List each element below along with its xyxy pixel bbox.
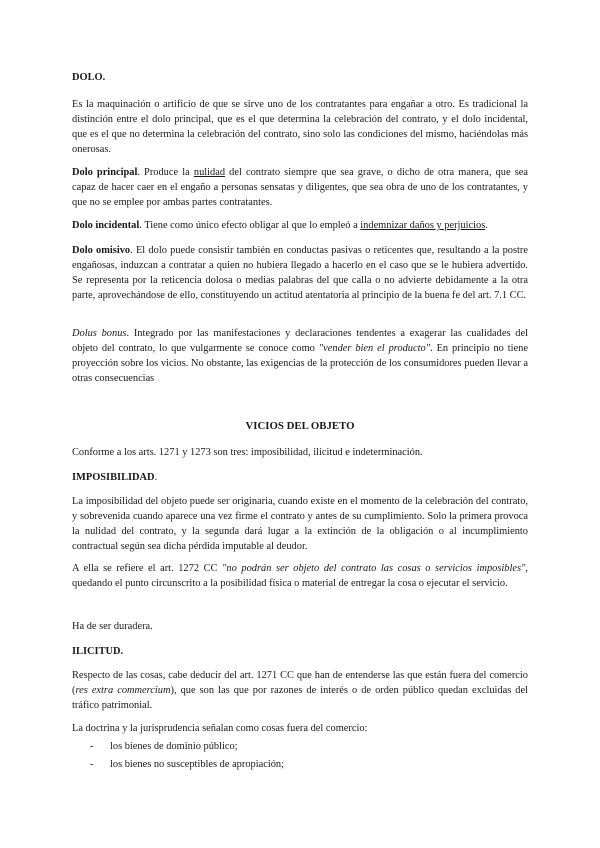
dolo-incidental-text-a: . Tiene como único efecto obligar al que lo empleó a — [139, 220, 361, 231]
dolo-incidental-text-b: . — [485, 220, 488, 231]
dolo-intro-paragraph: Es la maquinación o artificio de que se sirve uno de los contratantes para engañar a otro. Es tradicional la distinción entre el dolo principal, que es el que determina la celebración del contrato, y el dolo incidental, que es el que no determina la celebración del contrato, sino solo las condiciones del mismo, haciéndolas más onerosas. — [72, 99, 528, 156]
dolo-principal-paragraph — [72, 165, 528, 210]
imposibilidad-p2-quote: "no podrán ser objeto del contrato las cosas o servicios imposibles" — [222, 563, 526, 574]
vicios-objeto-heading: VICIOS DEL OBJETO — [245, 420, 355, 432]
imposibilidad-heading — [72, 470, 528, 485]
list-bullet: - — [90, 759, 94, 770]
imposibilidad-p2-text-a: A ella se refiere el art. 1272 CC — [72, 563, 223, 574]
ilicitud-p1-text-b: ), que son las que por razones de interés o de orden público quedan excluidas del tráfico patrimonial. — [72, 685, 528, 712]
dolo-omisivo-text: . El dolo puede consistir también en conductas pasivas o reticentes que, resultando a la postre engañosas, induzcan a contratar a quien no hubiera llegado a hacerlo en el caso que se le hubiera advertido. Se representa por la reticencia dolosa o medias palabras del que calla o no advierte debidamente a la otra parte, aprovechándose de ello, constituyendo un actitud atentatoria al principio de la buena fe del art. 7.1 CC. — [72, 245, 528, 302]
ilicitud-paragraph-2: La doctrina y la jurisprudencia señalan como cosas fuera del comercio: — [72, 723, 368, 734]
ilicitud-heading: ILICITUD. — [72, 646, 124, 657]
dolus-bonus-term: Dolus bonus — [72, 328, 127, 339]
dolus-bonus-text-a: . Integrado por las manifestaciones y declaraciones tendentes a exagerar las cualidades del objeto del contrato, lo que vulgarmente se conoce como — [72, 328, 528, 355]
vicios-intro-paragraph: Conforme a los arts. 1271 y 1273 son tres: imposibilidad, ilicitud e indeterminación. — [72, 447, 423, 458]
dolo-principal-text-a: . Produce la — [137, 167, 194, 178]
dolus-bonus-quote: "vender bien el producto" — [318, 343, 431, 355]
indemnizar-link[interactable]: indemnizar daños y perjuicios — [360, 220, 486, 231]
imposibilidad-title-suffix: . — [154, 472, 158, 483]
nulidad-link[interactable]: nulidad — [193, 167, 226, 178]
dolo-principal-text-b: del contrato siempre que sea grave, o dicho de otra manera, que sea capaz de hacer caer en el engaño a personas sensatas y diligentes, que sea obra de uno de los contratantes, y que no se emplee por ambas partes contratantes. — [72, 167, 528, 209]
dolo-principal-term: Dolo principal — [72, 167, 138, 178]
res-extra-commercium: res extra commercium — [75, 685, 171, 697]
imposibilidad-paragraph-3: Ha de ser duradera. — [72, 621, 153, 632]
dolo-incidental-paragraph — [72, 218, 528, 233]
ilicitud-paragraph-1 — [72, 668, 528, 713]
imposibilidad-title: IMPOSIBILIDAD — [72, 472, 155, 483]
imposibilidad-paragraph-2 — [72, 561, 528, 591]
dolo-incidental-term: Dolo incidental — [72, 220, 140, 231]
list-bullet: - — [90, 741, 94, 752]
ilicitud-p1-text-a: Respecto de las cosas, cabe deducir del art. 1271 CC que han de entenderse las que están fuera del comercio ( — [72, 670, 528, 697]
dolo-omisivo-paragraph — [72, 243, 528, 303]
dolo-omisivo-term: Dolo omisivo — [72, 245, 131, 256]
dolus-bonus-text-b: . En principio no tiene proyección sobre los vicios. No obstante, las exigencias de la protección de los consumidores pueden llevar a otras consecuencias — [72, 343, 528, 385]
imposibilidad-p2-text-b: , quedando el punto circunscrito a la posibilidad física o material de entregar la cosa o ejecutar el servicio. — [72, 563, 528, 590]
imposibilidad-paragraph-1: La imposibilidad del objeto puede ser originaria, cuando existe en el momento de la celebración del contrato, y sobrevenida cuando aparece una vez firme el contrato y antes de su cumplimiento. Solo la primera provoca la nulidad del contrato, y la segunda dará lugar a la extinción de la obligación o al incumplimiento contractual según sea dicha pérdida imputable al deudor. — [72, 496, 528, 553]
dolus-bonus-paragraph — [72, 326, 528, 386]
list-item — [90, 739, 238, 754]
list-item-text: los bienes no susceptibles de apropiación; — [110, 759, 285, 770]
dolo-heading: DOLO. — [72, 72, 106, 83]
list-item-text: los bienes de dominio público; — [110, 741, 238, 752]
list-item — [90, 757, 284, 772]
